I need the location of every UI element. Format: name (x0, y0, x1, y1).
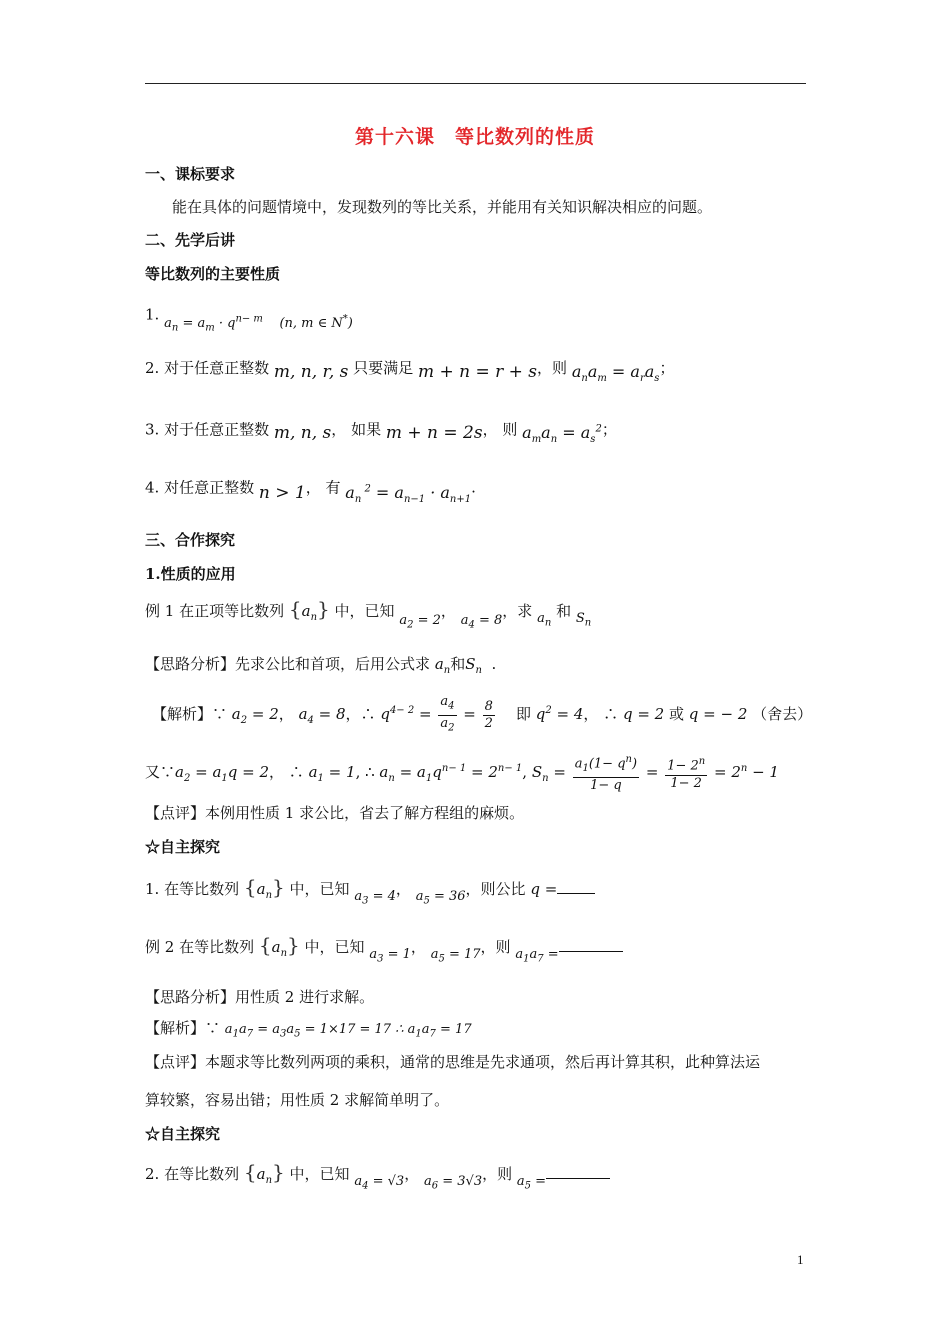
self-study-question-2: 2. 在等比数列 $\{a_n\}$ 中，已知 $a_4 = √3$， $a_6 = 3√3$，则 $a_5$ = (145, 1160, 610, 1193)
answer-blank-2[interactable] (559, 937, 623, 952)
example-1-question: 例 1 在正项等比数列 $\{a_n\}$ 中，已知 $a_2 = 2$， $a_4 = 8$，求 $a_n$ 和 $S_n$ (145, 597, 592, 631)
answer-blank-1[interactable] (557, 879, 595, 894)
header-rule (145, 83, 806, 84)
example-1-analysis: 【思路分析】先求公比和首项，后用公式求 $a_n$和$S_n$ . (145, 655, 497, 676)
self-study-heading-2: ☆自主探究 (145, 1125, 221, 1143)
property-2: 2. 对于任意正整数 m, n, r, s 只要满足 m + n = r + s，则 $a_na_m = a_ra_s$； (145, 359, 675, 385)
example-1-solution: 【解析】∵ $a_2 = 2$， $a_4 = 8$，∴ $q^{4- 2}$ = $\frac{a_4}{a_2}$ = $\frac{8}{2}$ 即 $q^2 = 4$， ∴ q = 2 或 q = − 2 （舍去） (152, 694, 813, 734)
example-1-comment: 【点评】本例用性质 1 求公比，省去了解方程组的麻烦。 (145, 804, 525, 822)
example-2-comment-line2: 算较繁，容易出错；用性质 2 求解简单明了。 (145, 1091, 450, 1109)
example-2-solution: 【解析】∵ $a_1a_7 = a_3a_5 = 1\times 17 = 17$ ∴ $a_1a_7 = 17$ (145, 1019, 472, 1040)
property-1: 1. $a_n = a_m \cdot q^{n- m}$ (n, m ∈ N*) (145, 305, 353, 334)
self-study-heading-1: ☆自主探究 (145, 838, 221, 856)
page-title: 第十六课 等比数列的性质 (354, 126, 595, 148)
properties-heading: 等比数列的主要性质 (145, 265, 281, 283)
example-2-question: 例 2 在等比数列 $\{a_n\}$ 中，已知 $a_3 = 1$， $a_5 = 17$，则 $a_1a_7$ = (145, 933, 623, 966)
example-2-comment-line1: 【点评】本题求等比数列两项的乘积，通常的思维是先求通项，然后再计算其积，此种算法运 (145, 1053, 761, 1071)
answer-blank-3[interactable] (546, 1164, 610, 1179)
property-3: 3. 对于任意正整数 m, n, s， 如果 m + n = 2s， 则 $a_ma_n = a_s^2$； (145, 420, 617, 446)
page-number: 1 (797, 1252, 804, 1267)
subsection-heading-application: 1.性质的应用 (145, 565, 236, 583)
example-2-analysis: 【思路分析】用性质 2 进行求解。 (145, 988, 375, 1006)
section-heading-1: 一、课标要求 (145, 165, 236, 183)
section-heading-3: 三、合作探究 (145, 531, 236, 549)
property-4: 4. 对任意正整数 n > 1， 有 $a_n$ $^2 = a_{n-1} \cdot a_{n+1}$. (145, 478, 476, 506)
section-heading-2: 二、先学后讲 (145, 231, 236, 249)
self-study-question-1: 1. 在等比数列 $\{a_n\}$ 中，已知 $a_3 = 4$， $a_5 = 36$，则公比 q = (145, 875, 595, 908)
section-1-text: 能在具体的问题情境中，发现数列的等比关系，并能用有关知识解决相应的问题。 (172, 198, 713, 216)
example-1-solution-continued: 又$\because a_2 = a_1q = 2$， ∴ $a_1 = 1$, ∴ $a_n = a_1q^{n- 1} = 2^{n- 1}$, $S_n$ = $\frac{a_1(1- q^n)}{1- q}$ = $\frac{1- 2^n}{1- 2}$ = $2^n - 1$ (145, 754, 779, 793)
